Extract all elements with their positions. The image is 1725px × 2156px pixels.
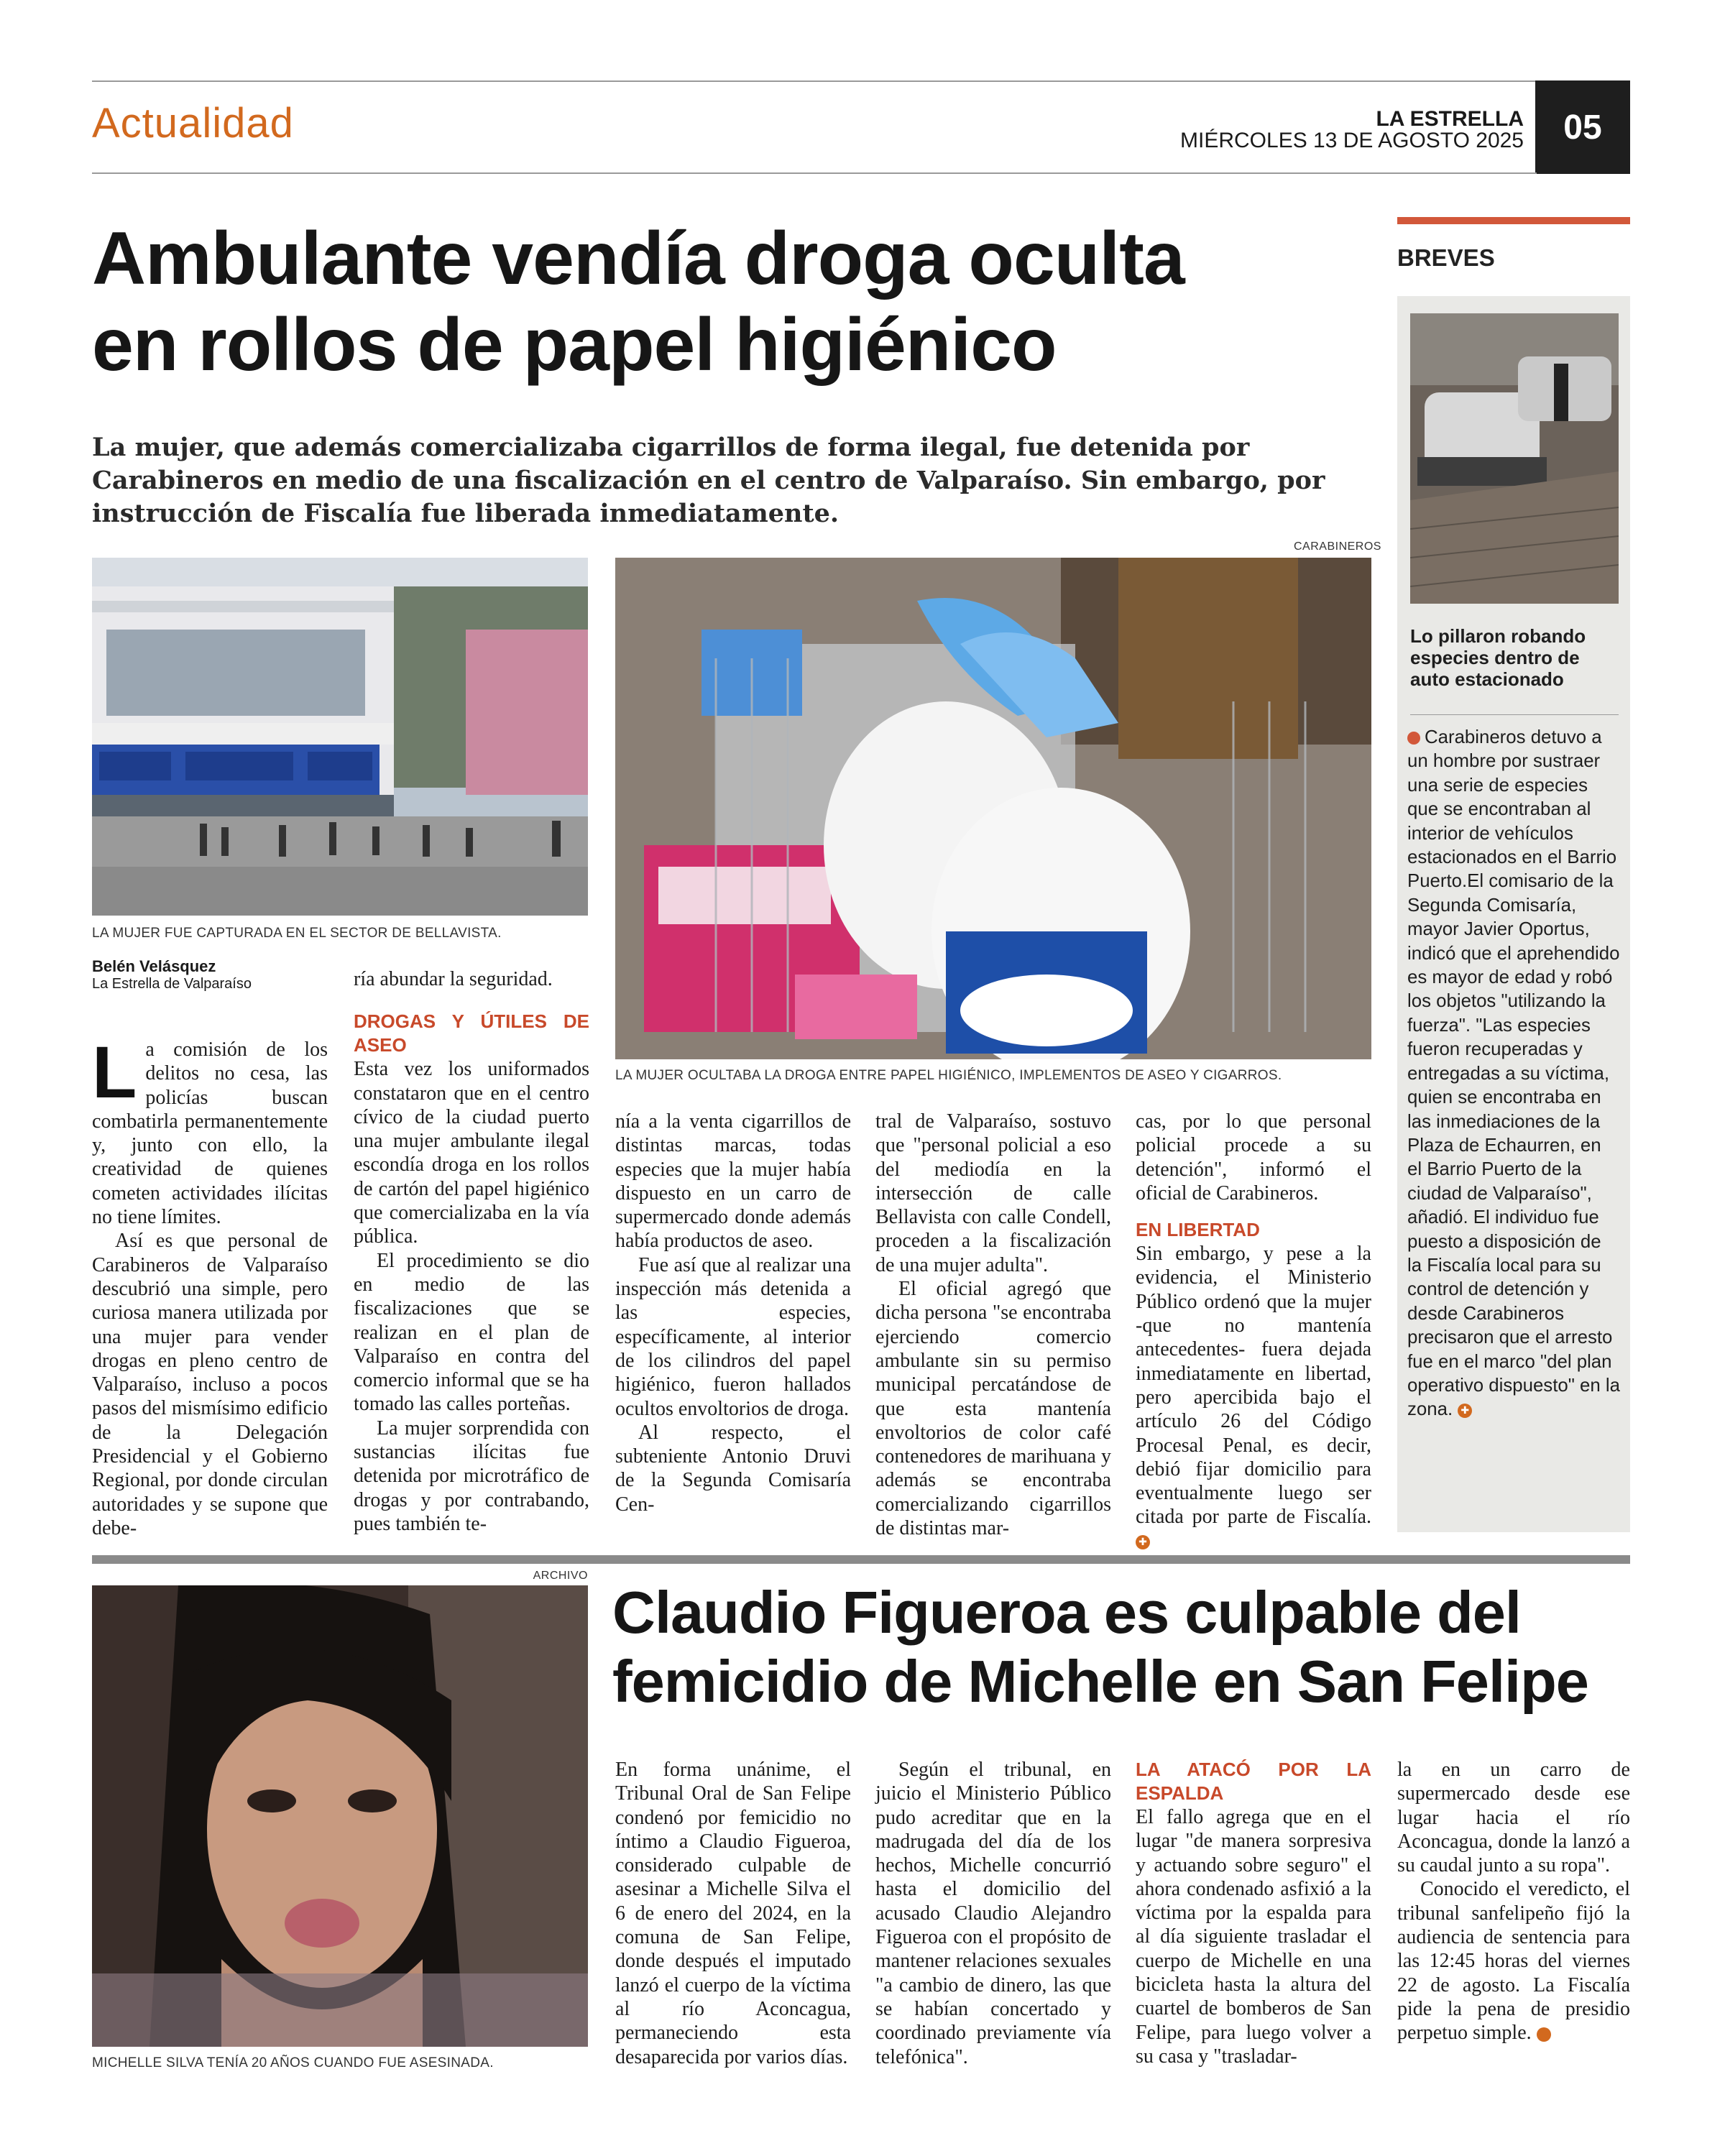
main-col5-paragraph-2 <box>1136 1242 1371 1553</box>
second-headline-line1: Claudio Figueroa es culpable del <box>612 1579 1521 1646</box>
michelle-photo-caption: MICHELLE SILVA TENÍA 20 AÑOS CUANDO FUE ASESINADA. <box>92 2055 494 2070</box>
second-col1-paragraph: En forma unánime, el Tribunal Oral de San Felipe condenó por femicidio no íntimo a Claudio Figueroa, considerado culpable de asesinar a Michelle Silva el 6 de enero del 2024, en la comuna de San Felipe, donde después el imputado lanzó el cuerpo de la víctima al río Aconcagua, permaneciendo esta desaparecida por varios días. <box>615 1759 851 2068</box>
main-lead: La mujer, que además comercializaba cigarrillos de forma ilegal, fue detenida por Carabineros en medio de una fiscalización en el centro de Valparaíso. Sin embargo, por instrucción de Fiscalía fue liberada inmediatamente. <box>92 433 1325 528</box>
breves-body-text: Carabineros detuvo a un hombre por sustraer una serie de especies que se encontraban al interior de vehículos estacionados en el Barrio Puerto.El comisario de la Segunda Comisaría, mayor Javier Oportus, indicó que el aprehendido es mayor de edad y robó los objetos "utilizando la fuerza". "Las especies fueron recuperadas y entregadas a su víctima, quien se encontraba en las inmediaciones de la Plaza de Echaurren, en el Barrio Puerto de la ciudad de Valparaíso", añadió. El individuo fue puesto a disposición de la Fiscalía local para su control de detención y desde Carabineros precisaron que el arresto fue en el marco "del plan operativo dispuesto" en la zona. <box>1407 727 1620 1420</box>
second-headline-line2: femicidio de Michelle en San Felipe <box>612 1648 1588 1715</box>
second-col4-p2-text: Conocido el veredicto, el tribunal sanfelipeño fijó la audiencia de sentencia para las 12:45 horas del viernes 22 de agosto. La Fiscalía pide la pena de presidio perpetuo simple. <box>1397 1878 1630 2045</box>
breves-top-bar <box>1397 217 1630 224</box>
second-col2-paragraph: Según el tribunal, en juicio el Ministerio Público pudo acreditar que en la madrugada del día de los hechos, Michelle concurrió hasta el domicilio del acusado Claudio Alejandro Figueroa con el propósito de mantener relaciones sexuales "a cambio de dinero, las que se habían concertado y coordinado previamente vía telefónica". <box>875 1759 1111 2068</box>
second-column-3 <box>1136 1758 1371 2068</box>
second-col4-paragraph-1: la en un carro de supermercado desde ese lugar hacia el río Aconcagua, donde la lanzó a su caudal junto a su ropa". <box>1397 1759 1630 1877</box>
header-top-rule <box>92 80 1630 82</box>
michelle-photo <box>92 1585 588 2047</box>
michelle-photo-credit: ARCHIVO <box>533 1570 588 1582</box>
breves-photo-image <box>1410 313 1619 604</box>
article-separator <box>92 1555 1630 1564</box>
main-column-5 <box>1136 1110 1371 1553</box>
section-title: Actualidad <box>92 100 294 147</box>
drop-cap: L <box>92 1031 137 1113</box>
byline-name: Belén Velásquez <box>92 957 216 975</box>
main-col5-p2-text: Sin embargo, y pese a la evidencia, el Ministerio Público ordenó que la mujer -que no mantenía antecedentes- fuera dejada inmediatamente en libertad, pero apercibida bajo el artículo 26 del Código Procesal Penal, es decir, debió fijar domicilio para eventualmente luego ser citada por parte de Fiscalía. <box>1136 1243 1371 1529</box>
second-col3-paragraph: El fallo agrega que en el lugar "de manera sorpresiva y actuando sobre seguro" el ahora condenado asfixió a la víctima por la espalda para al día siguiente trasladar el cuerpo de Michelle en una bicicleta hasta la altura del cuartel de bomberos de San Felipe, para luego volver a su casa y "trasladar- <box>1136 1806 1371 2068</box>
main-col2-paragraph-3: La mujer sorprendida con sustancias ilícitas fue detenida por microtráfico de drogas y por contrabando, pues también te- <box>354 1416 589 1535</box>
second-column-2 <box>875 1758 1111 2069</box>
cart-photo-caption: LA MUJER OCULTABA LA DROGA ENTRE PAPEL HIGIÉNICO, IMPLEMENTOS DE ASEO Y CIGARROS. <box>615 1068 1282 1083</box>
main-col3-paragraph-2: Fue así que al realizar una inspección más detenida a las especies, específicamente, al interior de los cilindros del papel higiénico, fueron hallados ocultos envoltorios de droga. <box>615 1253 851 1420</box>
main-col5-paragraph-1: cas, por lo que personal policial procede a su detención", informó el oficial de Carabineros. <box>1136 1110 1371 1204</box>
main-col2-paragraph-1: Esta vez los uniformados constataron que en el centro cívico de la ciudad puerto una mujer ambulante ilegal escondía droga en los rollos de cartón del papel higiénico que comercializaba en la vía pública. <box>354 1058 589 1248</box>
main-headline-line2: en rollos de papel higiénico <box>92 303 1057 387</box>
second-col4-paragraph-2 <box>1397 1877 1630 2045</box>
main-col3-paragraph-1: nía a la venta cigarrillos de distintas marcas, todas especies que la mujer había dispuesto en un carro de supermercado donde además había productos de aseo. <box>615 1110 851 1253</box>
subhead-drogas: DROGAS Y ÚTILES DE ASEO <box>354 1010 589 1056</box>
issue-date: MIÉRCOLES 13 DE AGOSTO 2025 <box>1180 129 1524 152</box>
cart-photo-credit: CARABINEROS <box>1294 540 1381 553</box>
breves-title: BREVES <box>1397 244 1495 271</box>
main-column-1 <box>92 1031 328 1540</box>
second-column-4 <box>1397 1758 1630 2045</box>
subhead-la-ataco: LA ATACÓ POR LA ESPALDA <box>1136 1759 1371 1804</box>
page-number: 05 <box>1535 80 1630 174</box>
main-col2-paragraph-0: ría abundar la seguridad. <box>354 968 553 990</box>
main-col1-p1-text: a comisión de los delitos no cesa, las policías buscan combatirla permanentemente y, junto con ello, la creatividad de quienes cometen actividades ilícitas no tiene límites. <box>92 1038 328 1229</box>
subhead-en-libertad: EN LIBERTAD <box>1136 1219 1260 1241</box>
byline <box>92 957 336 992</box>
breves-end-mark-icon: ✚ <box>1458 1404 1472 1418</box>
breves-headline: Lo pillaron robando especies dentro de auto estacionado <box>1410 625 1586 690</box>
main-col4-paragraph-1: tral de Valparaíso, sostuvo que "personal policial a eso del mediodía en la intersección de calle Bellavista con calle Condell, proceden a la fiscalización de una mujer adulta". <box>875 1110 1111 1276</box>
cart-photo <box>615 558 1371 1059</box>
street-photo-caption: LA MUJER FUE CAPTURADA EN EL SECTOR DE BELLAVISTA. <box>92 926 502 941</box>
breves-photo <box>1410 313 1619 604</box>
street-photo <box>92 558 588 916</box>
main-column-3 <box>615 1110 851 1516</box>
main-col4-paragraph-2: El oficial agregó que dicha persona "se encontraba ejerciendo comercio ambulante sin su permiso municipal percatándose de que esta mantenía envoltorios de color café contenedores de marihuana y además se encontraba comercializando cigarrillos de distintas mar- <box>875 1278 1111 1540</box>
breves-body <box>1407 726 1620 1422</box>
main-col1-paragraph-2: Así es que personal de Carabineros de Valparaíso descubrió una simple, pero curiosa manera utilizada por una mujer para vender drogas en pleno centro de Valparaíso, incluso a pocos pasos del mismísimo edificio de la Delegación Presidencial y el Gobierno Regional, por donde circulan autoridades y se supone que debe- <box>92 1230 328 1539</box>
main-col3-paragraph-3: Al respecto, el subteniente Antonio Druvi de la Segunda Comisaría Cen- <box>615 1421 851 1516</box>
main-column-2 <box>354 967 589 1536</box>
bullet-dot-icon <box>1407 732 1420 745</box>
newspaper-name: LA ESTRELLA <box>1376 107 1524 131</box>
header-bottom-rule <box>92 172 1537 174</box>
breves-divider <box>1410 714 1619 715</box>
cart-photo-image <box>615 558 1371 1059</box>
second-column-1 <box>615 1758 851 2069</box>
byline-organization: La Estrella de Valparaíso <box>92 976 252 992</box>
michelle-photo-image <box>92 1585 588 2047</box>
main-headline <box>92 216 1386 388</box>
main-column-4 <box>875 1110 1111 1540</box>
main-col1-paragraph-1 <box>92 1031 328 1229</box>
second-headline <box>612 1578 1640 1716</box>
main-headline-line1: Ambulante vendía droga oculta <box>92 217 1184 300</box>
street-photo-image <box>92 558 588 916</box>
second-end-mark-icon: ✚ <box>1537 2027 1551 2042</box>
end-mark-icon: ✚ <box>1136 1535 1150 1549</box>
main-col2-paragraph-2: El procedimiento se dio en medio de las fiscalizaciones que se realizan en el plan de Valparaíso en contra del comercio informal que se ha tomado las calles porteñas. <box>354 1249 589 1416</box>
